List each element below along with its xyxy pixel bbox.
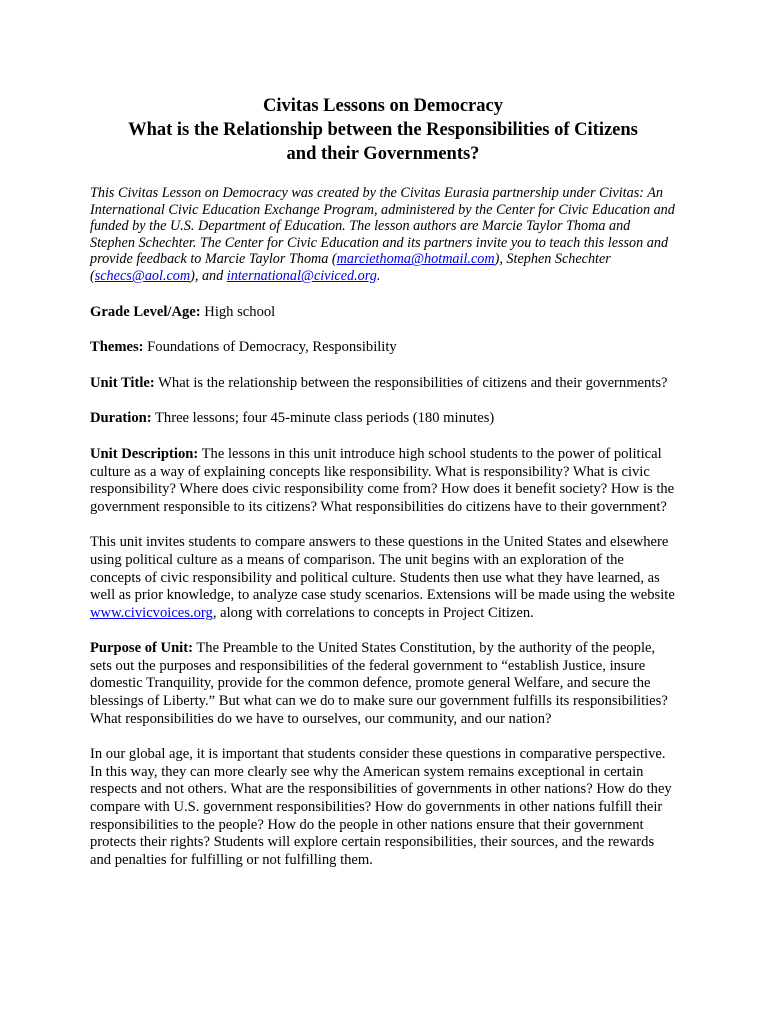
grade-level-value: High school (200, 303, 276, 320)
unit-description-label: Unit Description: (90, 445, 199, 462)
global-paragraph (90, 746, 676, 869)
themes-label: Themes: (90, 339, 144, 356)
intro-text-a: This Civitas Lesson on Democracy was created by the Civitas Eurasia partnership under Civitas: An International Civic Education Exchange Program, administered by the Center for Civic Education and funded by the U.S. Department of Education. The lesson authors are Marcie Taylor Thoma and Stephen Schechter. The Center for Civic Education and its partners invite you to teach this lesson and provide feedback to Marcie Taylor Thoma ( (90, 185, 675, 268)
unit-title-paragraph (90, 375, 676, 393)
title-line-3: and their Governments? (286, 144, 480, 164)
comparison-text-b: , along with correlations to concepts in Project Citizen. (212, 604, 534, 621)
comparison-paragraph (90, 534, 676, 622)
purpose-value: The Preamble to the United States Constitution, by the authority of the people, sets out the purposes and responsibilities of the federal government to “establish Justice, insure domestic Tranquility, provide for the common defence, promote general Welfare, and secure the blessings of Liberty.” But what can we do to make sure our government fulfills its responsibilities? What responsibilities do we have to ourselves, our community, and our nation? (90, 640, 668, 727)
email-link-thoma[interactable]: marciethoma@hotmail.com (336, 251, 495, 268)
themes-paragraph (90, 339, 676, 357)
global-text: In our global age, it is important that students consider these questions in comparative perspective. In this way, they can more clearly see why the American system remains exceptional in certain respects and not others. What are the responsibilities of governments in other nations? How do they compare with U.S. government responsibilities? How do governments in other nations fulfill their responsibilities to the people? How do the people in other nations ensure that their government protects their rights? Students will explore certain responsibilities, their sources, and the rewards and penalties for fulfilling or not fulfilling them. (90, 746, 672, 868)
document-page (90, 94, 676, 869)
comparison-text-a: This unit invites students to compare answers to these questions in the United States and elsewhere using political culture as a means of comparison. The unit begins with an exploration of the concepts of civic responsibility and political culture. Students then use what they have learned, as well as prior knowledge, to analyze case study scenarios. Extensions will be made using the website (90, 534, 675, 604)
unit-description-value: The lessons in this unit introduce high school students to the power of political culture as a way of explaining concepts like responsibility. What is responsibility? What is civic responsibility? Where does civic responsibility come from? How does it benefit society? How is the government responsible to its citizens? What responsibilities do citizens have to their government? (90, 445, 675, 515)
intro-text-c: ), and (190, 267, 227, 284)
unit-title-label: Unit Title: (90, 374, 155, 391)
intro-text-b: ), Stephen Schechter ( (90, 251, 611, 284)
email-link-civiced[interactable]: international@civiced.org (226, 267, 377, 284)
themes-value: Foundations of Democracy, Responsibility (143, 339, 397, 356)
grade-level-paragraph (90, 304, 676, 322)
grade-level-label: Grade Level/Age: (90, 303, 201, 320)
title-line-1: Civitas Lessons on Democracy (263, 96, 503, 116)
email-link-schechter[interactable]: schecs@aol.com (94, 267, 191, 284)
intro-paragraph (90, 185, 676, 285)
duration-value: Three lessons; four 45-minute class periods (180 minutes) (151, 410, 495, 427)
website-link[interactable]: www.civicvoices.org (90, 604, 213, 621)
duration-label: Duration: (90, 410, 152, 427)
page-title (90, 94, 676, 166)
unit-title-value: What is the relationship between the responsibilities of citizens and their governments? (154, 374, 668, 391)
title-line-2: What is the Relationship between the Responsibilities of Citizens (128, 120, 638, 140)
duration-paragraph (90, 410, 676, 428)
unit-description-paragraph (90, 446, 676, 516)
intro-text-d: . (376, 267, 381, 284)
purpose-label: Purpose of Unit: (90, 640, 193, 657)
purpose-paragraph (90, 640, 676, 728)
